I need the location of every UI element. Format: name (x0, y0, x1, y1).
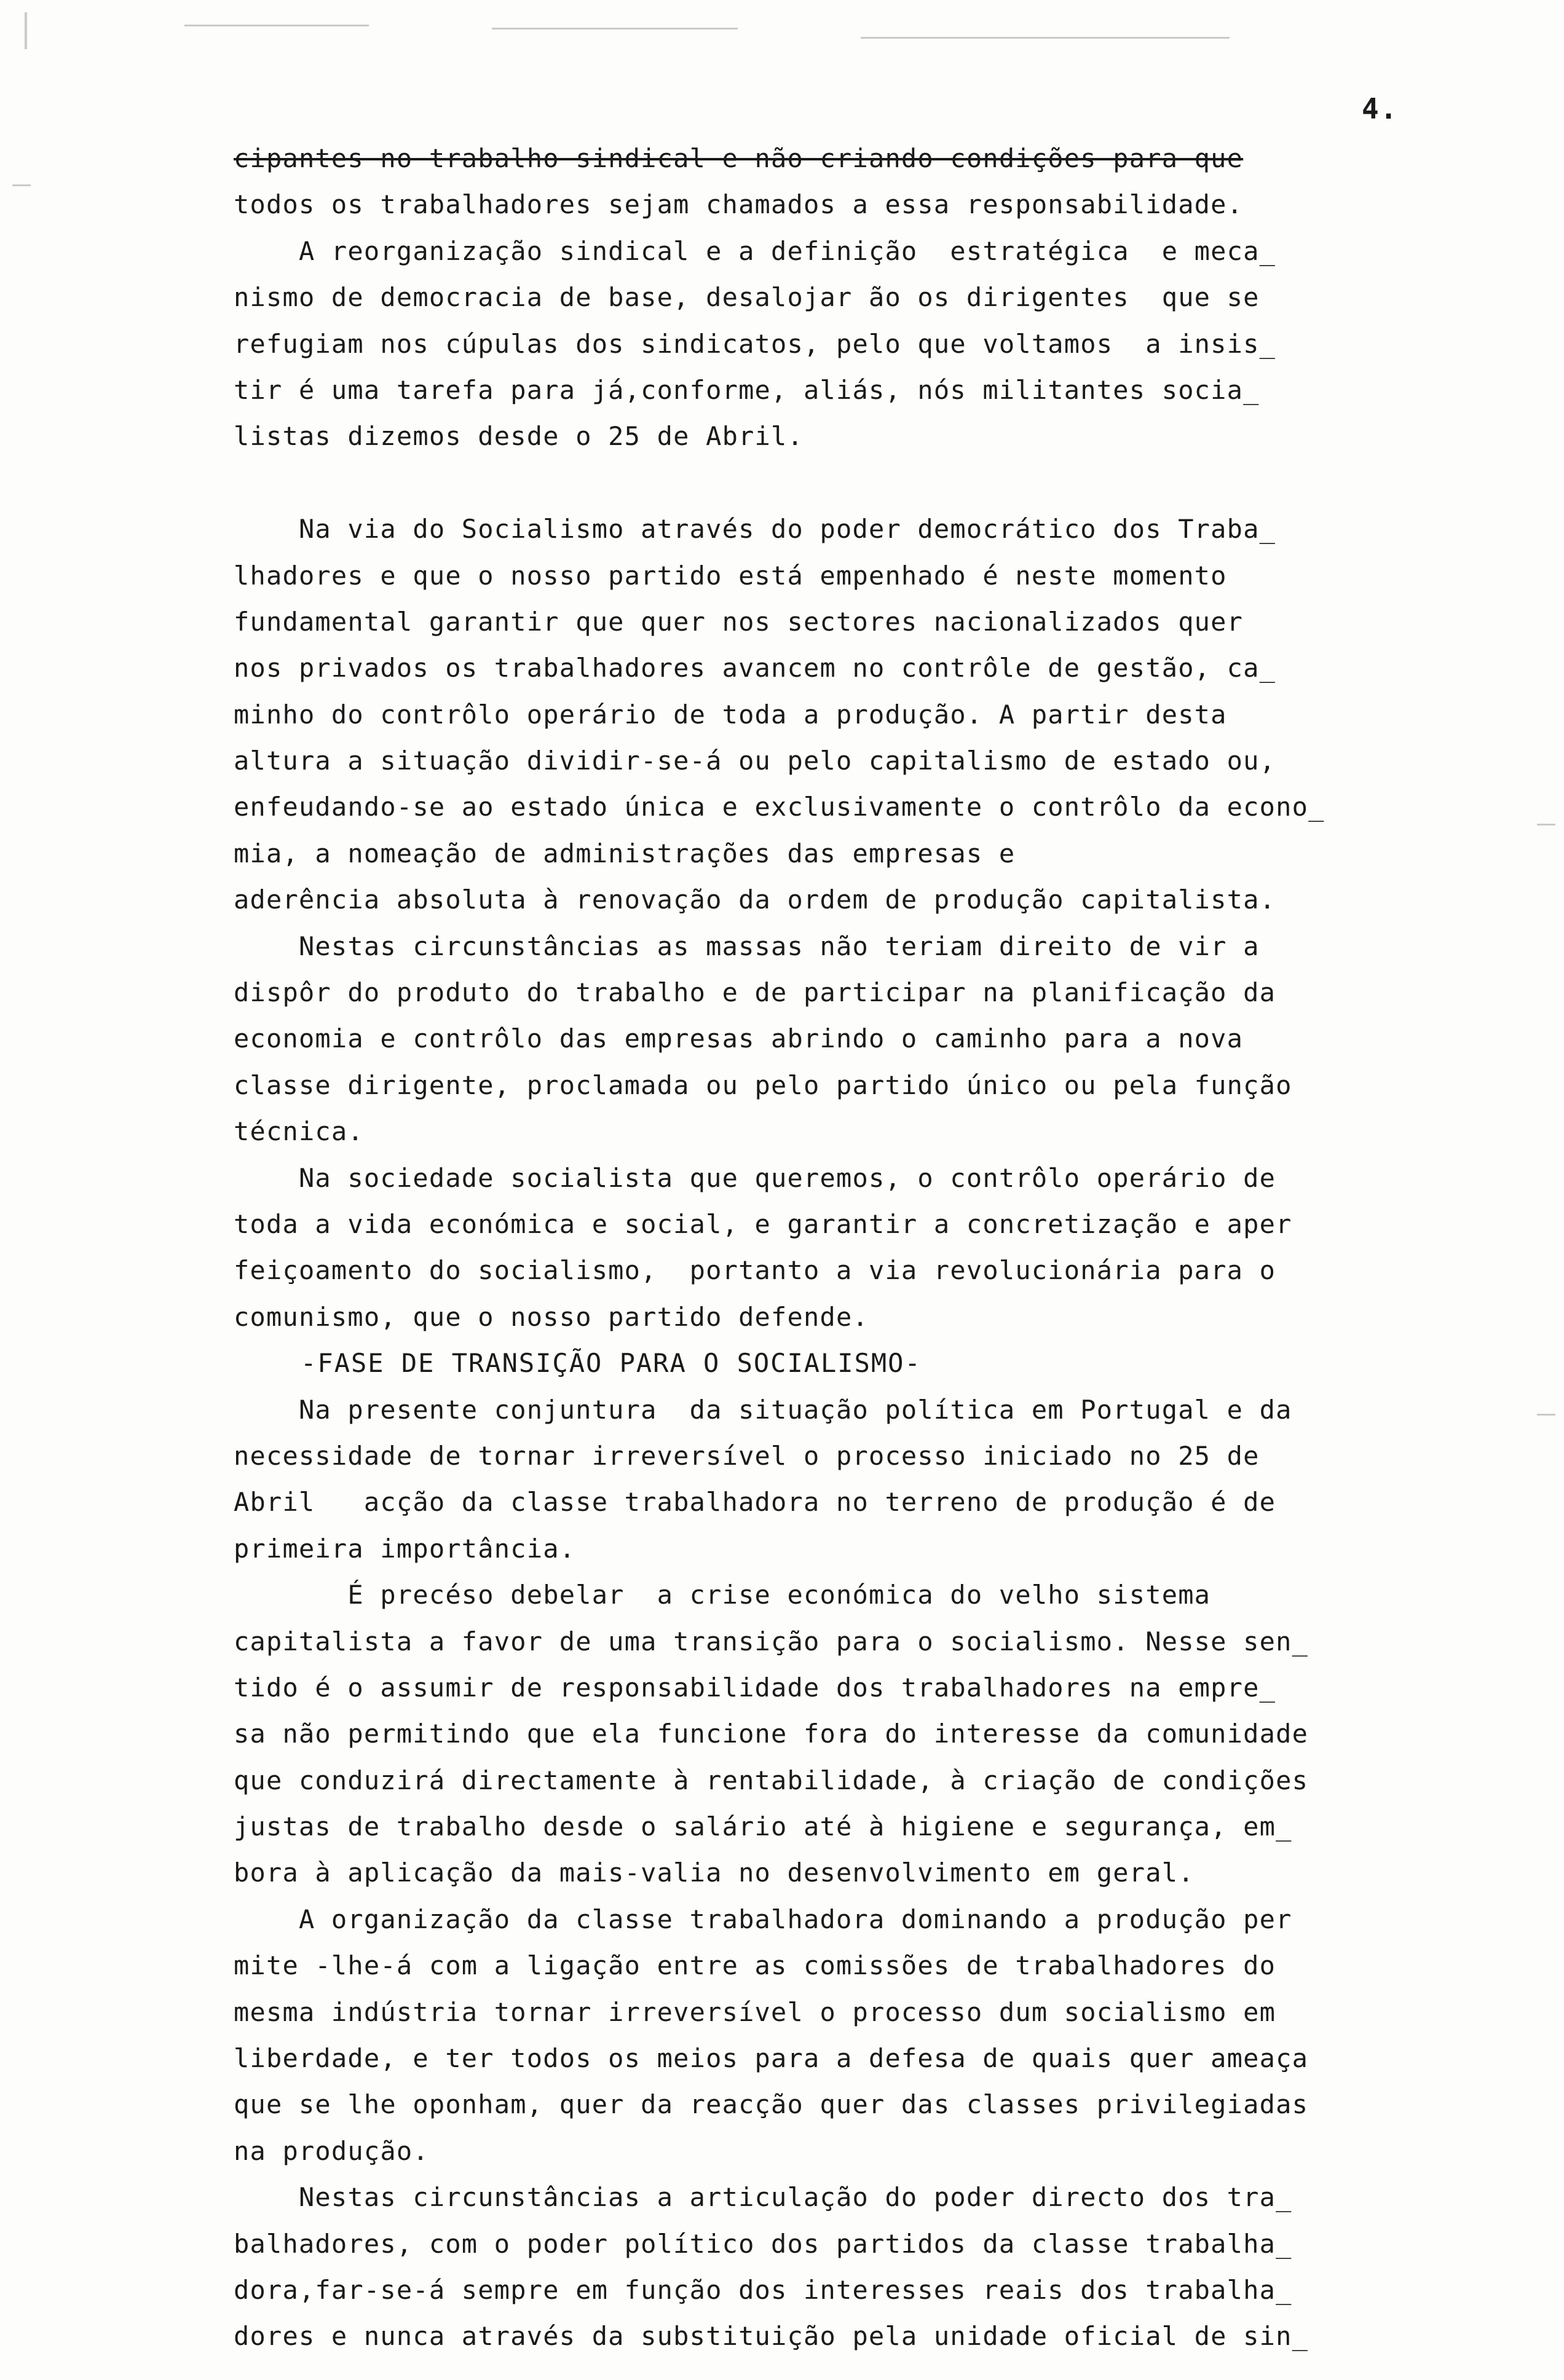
text-line: todos os trabalhadores sejam chamados a essa responsabilidade. (234, 189, 1244, 220)
text-line: lhadores e que o nosso partido está empenhado é neste momento (234, 560, 1227, 591)
text-line (234, 460, 1451, 506)
text-line: fundamental garantir que quer nos sectores nacionalizados quer (234, 606, 1244, 637)
scan-mark (861, 37, 1230, 39)
text-line: Na via do Socialismo através do poder democrático dos Traba_ (234, 514, 1276, 545)
text-line: enfeudando-se ao estado única e exclusivamente o contrôlo da econo_ (234, 792, 1325, 822)
text-line: técnica. (234, 1116, 364, 1147)
text-line: tido é o assumir de responsabilidade dos trabalhadores na empre_ (234, 1672, 1276, 1703)
text-line: que se lhe oponham, quer da reacção quer das classes privilegiadas (234, 2089, 1309, 2120)
text-line: A reorganização sindical e a definição estratégica e meca_ (234, 235, 1276, 266)
text-line: necessidade de tornar irreversível o processo iniciado no 25 de (234, 1440, 1260, 1471)
text-line: listas dizemos desde o 25 de Abril. (234, 421, 804, 452)
scan-mark (1537, 824, 1555, 826)
text-line: nismo de democracia de base, desalojar ão os dirigentes que se (234, 282, 1260, 313)
text-line: que conduzirá directamente à rentabilidade, à criação de condições (234, 1765, 1309, 1795)
text-line: nos privados os trabalhadores avancem no contrôle de gestão, ca_ (234, 653, 1276, 684)
text-line: A organização da classe trabalhadora dominando a produção per (234, 1904, 1292, 1934)
text-line: mesma indústria tornar irreversível o processo dum socialismo em (234, 1996, 1276, 2027)
text-line: refugiam nos cúpulas dos sindicatos, pelo que voltamos a insis_ (234, 328, 1276, 359)
scan-mark (1537, 1414, 1555, 1416)
text-line: sa não permitindo que ela funcione fora do interesse da comunidade (234, 1719, 1309, 1749)
text-line: aderência absoluta à renovação da ordem de produção capitalista. (234, 885, 1276, 915)
page-number: 4. (1362, 92, 1399, 125)
text-line: economia e contrôlo das empresas abrindo o caminho para a nova (234, 1023, 1244, 1054)
text-line: mite -lhe-á com a ligação entre as comissões de trabalhadores do (234, 1950, 1276, 1981)
scan-mark (492, 28, 738, 30)
text-line: Nestas circunstâncias as massas não teriam direito de vir a (234, 931, 1260, 961)
section-heading: -FASE DE TRANSIÇÃO PARA O SOCIALISMO- (234, 1348, 922, 1379)
text-line: Na sociedade socialista que queremos, o contrôlo operário de (234, 1162, 1276, 1193)
text-line: mia, a nomeação de administrações das empresas e (234, 838, 1016, 869)
text-line: É precéso debelar a crise económica do velho sistema (234, 1580, 1211, 1610)
text-line: bora à aplicação da mais-valia no desenvolvimento em geral. (234, 1858, 1195, 1888)
text-line: Nestas circunstâncias a articulação do poder directo dos tra_ (234, 2182, 1292, 2213)
body-text (234, 135, 1451, 2360)
text-line: altura a situação dividir-se-á ou pelo capitalismo de estado ou, (234, 746, 1276, 776)
text-line: toda a vida económica e social, e garantir a concretização e aper (234, 1208, 1292, 1239)
text-line: na produção. (234, 2135, 429, 2166)
text-line: tir é uma tarefa para já,conforme, aliás, nós militantes socia_ (234, 374, 1260, 405)
text-line: minho do contrôlo operário de toda a produção. A partir desta (234, 699, 1227, 730)
text-line: dora,far-se-á sempre em função dos interesses reais dos trabalha_ (234, 2274, 1292, 2305)
text-line: classe dirigente, proclamada ou pelo partido único ou pela função (234, 1070, 1292, 1100)
scan-mark (12, 184, 31, 186)
text-line: Abril acção da classe trabalhadora no terreno de produção é de (234, 1487, 1276, 1518)
scan-mark (184, 25, 369, 26)
scan-mark (25, 12, 27, 49)
text-line: comunismo, que o nosso partido defende. (234, 1301, 869, 1332)
text-line: balhadores, com o poder político dos partidos da classe trabalha_ (234, 2228, 1292, 2259)
text-line: primeira importância. (234, 1533, 576, 1564)
text-line: feiçoamento do socialismo, portanto a via revolucionária para o (234, 1255, 1276, 1286)
text-line: cipantes no trabalho sindical e não criando condições para que (234, 143, 1244, 173)
text-line: capitalista a favor de uma transição para o socialismo. Nesse sen_ (234, 1626, 1309, 1657)
text-line: dores e nunca através da substituição pela unidade oficial de sin_ (234, 2321, 1309, 2352)
text-line: Na presente conjuntura da situação política em Portugal e da (234, 1394, 1292, 1425)
text-line: dispôr do produto do trabalho e de participar na planificação da (234, 977, 1276, 1008)
text-line: justas de trabalho desde o salário até à higiene e segurança, em_ (234, 1811, 1292, 1842)
text-line: liberdade, e ter todos os meios para a defesa de quais quer ameaça (234, 2043, 1309, 2074)
